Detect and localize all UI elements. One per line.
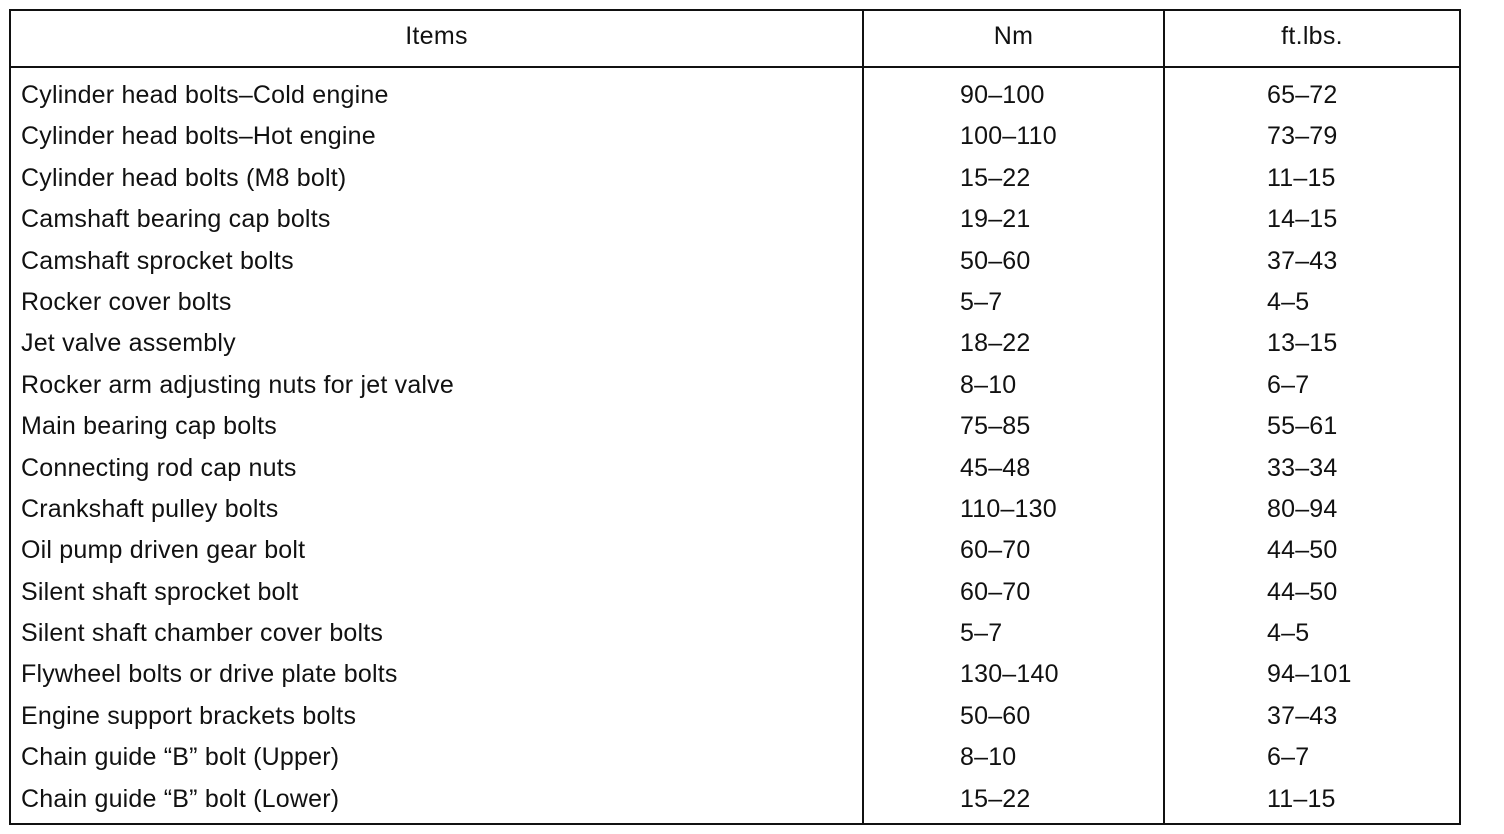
nm-cell: 50–60	[960, 701, 1031, 730]
nm-cell: 5–7	[960, 287, 1003, 316]
table-row	[11, 158, 1459, 199]
table-row	[11, 241, 1459, 282]
ft-lbs-cell: 73–79	[1267, 122, 1338, 151]
ft-lbs-cell: 11–15	[1267, 784, 1336, 813]
item-cell: Camshaft sprocket bolts	[21, 246, 294, 275]
table-row	[11, 737, 1459, 778]
nm-cell: 5–7	[960, 619, 1003, 648]
item-cell: Oil pump driven gear bolt	[21, 536, 306, 565]
ft-lbs-cell: 6–7	[1267, 370, 1310, 399]
nm-cell: 45–48	[960, 453, 1031, 482]
nm-cell: 75–85	[960, 412, 1031, 441]
nm-cell: 8–10	[960, 370, 1017, 399]
item-cell: Silent shaft chamber cover bolts	[21, 619, 384, 648]
item-cell: Rocker cover bolts	[21, 287, 232, 316]
torque-specifications-table	[9, 9, 1461, 825]
nm-cell: 15–22	[960, 784, 1031, 813]
nm-cell: 60–70	[960, 536, 1031, 565]
item-cell: Chain guide “B” bolt (Lower)	[21, 784, 340, 813]
item-cell: Main bearing cap bolts	[21, 412, 277, 441]
nm-cell: 18–22	[960, 329, 1031, 358]
ft-lbs-cell: 44–50	[1267, 577, 1338, 606]
ft-lbs-cell: 44–50	[1267, 536, 1338, 565]
table-row	[11, 282, 1459, 323]
nm-cell: 15–22	[960, 163, 1031, 192]
nm-cell: 90–100	[960, 81, 1045, 109]
ft-lbs-cell: 6–7	[1267, 743, 1310, 772]
item-cell: Cylinder head bolts (M8 bolt)	[21, 163, 347, 192]
item-cell: Cylinder head bolts–Cold engine	[21, 81, 389, 109]
item-cell: Camshaft bearing cap bolts	[21, 205, 331, 234]
ft-lbs-cell: 37–43	[1267, 246, 1338, 275]
table-row	[11, 696, 1459, 737]
nm-cell: 110–130	[960, 494, 1057, 523]
table-row	[11, 406, 1459, 447]
nm-cell: 130–140	[960, 660, 1059, 689]
ft-lbs-cell: 14–15	[1267, 205, 1338, 234]
table-row	[11, 75, 1459, 116]
ft-lbs-cell: 11–15	[1267, 163, 1336, 192]
ft-lbs-cell: 13–15	[1267, 329, 1338, 358]
table-row	[11, 448, 1459, 489]
item-cell: Engine support brackets bolts	[21, 701, 357, 730]
nm-cell: 100–110	[960, 122, 1057, 151]
ft-lbs-cell: 33–34	[1267, 453, 1338, 482]
table-body	[11, 75, 1459, 820]
table-row	[11, 116, 1459, 157]
table-row	[11, 613, 1459, 654]
item-cell: Jet valve assembly	[21, 329, 236, 358]
table-row	[11, 779, 1459, 820]
ft-lbs-cell: 65–72	[1267, 81, 1338, 109]
table-header-row	[11, 11, 1459, 68]
nm-cell: 8–10	[960, 743, 1017, 772]
item-cell: Cylinder head bolts–Hot engine	[21, 122, 376, 151]
item-cell: Crankshaft pulley bolts	[21, 494, 279, 523]
ft-lbs-cell: 4–5	[1267, 287, 1310, 316]
table-row	[11, 323, 1459, 364]
ft-lbs-cell: 80–94	[1267, 494, 1338, 523]
nm-cell: 60–70	[960, 577, 1031, 606]
nm-cell: 50–60	[960, 246, 1031, 275]
table-row	[11, 530, 1459, 571]
item-cell: Flywheel bolts or drive plate bolts	[21, 660, 398, 689]
table-row	[11, 489, 1459, 530]
table-row	[11, 654, 1459, 695]
header-ft-lbs: ft.lbs.	[1281, 22, 1343, 50]
table-row	[11, 365, 1459, 406]
item-cell: Chain guide “B” bolt (Upper)	[21, 743, 340, 772]
ft-lbs-cell: 55–61	[1267, 412, 1338, 441]
nm-cell: 19–21	[960, 205, 1031, 234]
table-row	[11, 199, 1459, 240]
ft-lbs-cell: 37–43	[1267, 701, 1338, 730]
item-cell: Connecting rod cap nuts	[21, 453, 297, 482]
ft-lbs-cell: 94–101	[1267, 660, 1352, 689]
ft-lbs-cell: 4–5	[1267, 619, 1310, 648]
item-cell: Rocker arm adjusting nuts for jet valve	[21, 370, 454, 399]
item-cell: Silent shaft sprocket bolt	[21, 577, 299, 606]
header-items: Items	[405, 22, 468, 50]
table-row	[11, 572, 1459, 613]
header-nm: Nm	[993, 22, 1034, 50]
